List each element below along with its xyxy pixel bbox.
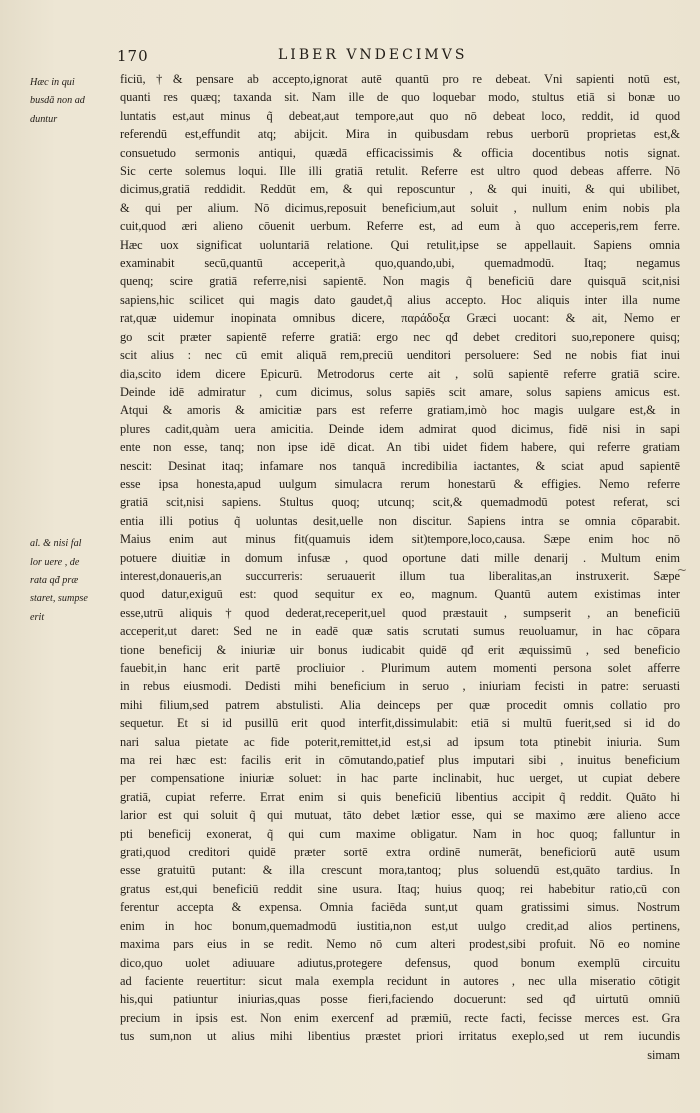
text-line: ficiū,†& pensare ab accepto,ignorat autē quantū pro re debeat. Vni sapienti notū est, — [120, 72, 680, 86]
text-line: acceperit,ut daret: Sed ne in eadē quæ satis scrutati sumus reuoluamur, in hac cōpara — [120, 624, 680, 639]
text-line: entia illi potius q̃ uoluntas desit,uelle non discitur. Sapiens intra se omnia cōparabit. — [120, 513, 680, 528]
text-line: referendū est,effundit atq; abijcit. Mira in quibusdam rebus uerborū proprietas est,& — [120, 127, 680, 142]
margin-note-1 — [30, 74, 122, 129]
text-line: sequetur. Et si id pusillū erit quod interfit,dissimulabit: etiā si multū fuerit,sed si id do — [120, 716, 680, 731]
text-line: pti beneficij exonerat, q̃ qui cum maxime obligatur. Nam in hoc quoq; falluntur in — [120, 826, 680, 841]
text-line: Sic certe solemus loqui. Ille illi gratiā retulit. Referre est ultro quod debeas afferre. Nō — [120, 164, 680, 179]
text-line: tus sum,non ut alius mihi libentius præstet priori irritatus exeplo,sed ut rem iucundis — [120, 1029, 680, 1044]
text-line: dico,quo uolet adiuuare adiutus,protegere defensus, quod bonum exemplū circuitu — [120, 955, 680, 970]
text-line: esse gratuitū putant: & illa crescunt mora,tantoq; plus soluendū est,quāto tardius. In — [120, 863, 680, 878]
text-line: precium in ipsis est. Non enim exercenf ad præmiū, recte facti, fecisse merces est. Gra — [120, 1010, 680, 1025]
text-line: gratiā, cupiat referre. Errat enim si quis beneficiū libentius accipit q̃ reddit. Quāto hi — [120, 789, 680, 804]
text-line: Maius enim aut minus fit(quamuis idem sit)tempore,loco,causa. Sæpe enim hoc nō — [120, 532, 680, 547]
text-line: plures cadit,quàm uera amicitia. Deinde idem admirat quod dicimus, fidē nisi in sapi — [120, 421, 680, 436]
margin-note-line: erit — [30, 611, 45, 623]
text-line: Atqui & amoris & amicitiæ pars est referre gratiam,imò hoc magis uulgare est,& in — [120, 403, 680, 418]
body-text — [120, 70, 680, 1064]
text-line: ferentur accepta & expensa. Omnia faciēda sunt,ut quam gratissimi simus. Nostrum — [120, 900, 680, 915]
text-line: grati,quod creditori quidē præter sortē extra ordinē numerāt, beneficiorū autē usum — [120, 845, 680, 860]
text-line: fauebit,in hanc erit partē procliuior . Plurimum autem momenti persona solet afferre — [120, 661, 680, 675]
text-line: cuit,quod æri alieno cōuenit uerbum. Referre est, ad eum à quo acceperis,rem ferre. — [120, 219, 680, 234]
text-line: quanti res quæq; taxanda sit. Nam ille de quo loquebar modo, stultus etiā si bonæ uo — [120, 90, 680, 105]
text-line: ma rei hæc est: facilis erit in cōmutando,patief plus imputari sibi , inuitus beneficium — [120, 753, 680, 768]
text-line: quenq; scire gratiā referre,nisi sapientē. Non magis q̃ beneficiū dare quisquā scit,nisi — [120, 274, 680, 289]
text-line: tione beneficij & iniuriæ uir bonus iudicabit quidē qđ erit æquissimū , sed beneficio — [120, 642, 680, 657]
margin-notes — [30, 74, 122, 627]
text-line: sapiens,hic scilicet qui magis dato gaudet,q̃ alius accepto. Hoc aliquis inter illa nume — [120, 292, 680, 307]
text-line: gratiā scit,nisi sapiens. Stultus quoq; utcunq; scit,& quemadmodū potest referat, sci — [120, 495, 680, 510]
text-line: nari salua pietate ac fide poterit,remittet,id est,si ad ipsum tota ptinebit iniuria. Sum — [120, 734, 680, 749]
margin-note-line: duntur — [30, 113, 58, 125]
margin-note-line: Hæc in qui — [30, 77, 75, 88]
text-line: consuetudo sermonis antiqui, quædā efficacissimis & officia docentibus notis signat. — [120, 145, 680, 160]
text-line: maxima pars eius in se redit. Nemo nō cum alteri prodest,sibi profuit. Nō eo nomine — [120, 937, 680, 952]
text-line: examinabit secū,quantū acceperit,à quo,quando,ubi, quemadmodū. Itaq; negamus — [120, 256, 680, 271]
margin-note-line: rata qđ præ — [30, 575, 79, 587]
text-line: esse ipsa honesta,apud uulgum simulacra rerum honestarū & effigies. Nemo referre — [120, 476, 680, 491]
text-line: interest,donaueris,an succurreris: seruauerit illum tua liberalitas,an instruxerit. Sæpe — [120, 568, 680, 583]
margin-note-line: al. & nisi fal — [30, 538, 82, 550]
text-line: simam — [647, 1047, 680, 1062]
margin-note-line: staret, sumpse — [30, 593, 88, 605]
text-line: mihi filium,sed patrem abstulisti. Alia deinceps per quæ procedit omnis collatio pro — [120, 697, 680, 712]
text-line: ad faciente reuertitur: sicut mala exempla recidunt in autores , nec ulla miseratio cōtigit — [120, 973, 680, 988]
text-line: enim in hoc bonum,quemadmodū iustitia,non est,ut uulgo credit,ad alios pertinens, — [120, 918, 680, 933]
text-line: larior est qui soluit q̃ qui mutuat, tāto debet lætior esse, qui se maximo ære alieno acce — [120, 808, 680, 823]
margin-note-line: busdā non ad — [30, 95, 85, 107]
text-line: luntatis est,aut minus q̃ debeat,aut tempore,aut quo nō debeat loco, reddit, id quod — [120, 108, 680, 123]
text-line: dia,scito idem dicere Epicurū. Metrodorus certe ait , solū sapientē referre gratiā scire. — [120, 366, 680, 381]
text-line: gratus est,qui beneficiū reddit sine usura. Itaq; huius quoq; rei habebitur ratio,cū con — [120, 881, 680, 896]
text-line: scit alius : nec cū emit aliquā rem,preciū uenditori persoluere: Sed ne nobis fiat inui — [120, 348, 680, 363]
text-line: & qui per alium. Nō dicimus,reposuit beneficium,aut soluit , nullum enim nobis pla — [120, 200, 680, 215]
text-line: dicimus,gratiā reddidit. Reddūt em, & qui reposcuntur , & qui inuiti, & qui ubilibet, — [120, 182, 680, 197]
text-line: in rebus eiusmodi. Dedisti mihi beneficium in seruo , iniuriam fecisti in patre: seruasti — [120, 679, 680, 694]
text-line: Hæc uox significat uoluntariā relatione. Qui retulit,ipse se appellauit. Sapiens omnia — [120, 237, 680, 252]
page-number: 170 — [117, 47, 149, 65]
margin-note-2 — [30, 535, 122, 627]
text-line: per compensatione iniuriæ soluet: in hac parte inclinabit, huc uerget, ut cupiat debere — [120, 771, 680, 786]
page-header — [0, 47, 700, 69]
text-line: his,qui patiuntur iniurias,quas posse fieri,faciendo docuerunt: sed qđ uirtutū omniū — [120, 992, 680, 1007]
text-line: go scit præter sapientē referre gratiā: ergo nec qđ debet creditori suo,reponere quisq; — [120, 329, 680, 344]
text-line: Deinde idē admiratur , cum dicimus, solus sapiēs scit amare, solus sapiens amicus est. — [120, 384, 680, 399]
text-line: esse,utrū aliquis†quod dederat,receperit,uel quod præstauit , sumpserit , an beneficiū — [120, 605, 680, 620]
margin-note-line: lor uere , de — [30, 556, 80, 568]
page-edge-mark: ~ — [677, 563, 688, 577]
text-line: ente non esse, tanq; non ipse idē dicat. An tibi uidet fidem habere, qui referre gratiam — [120, 440, 680, 455]
text-line: quod datur,exiguū est: quod sequitur ex eo, magnum. Quantū autem existimas inter — [120, 587, 680, 602]
running-head: LIBER VNDECIMVS — [278, 47, 468, 63]
text-line: nescit: Desinat itaq; infamare nos tanquā incredibilia iactantes, & sciat apud sapientē — [120, 458, 680, 473]
text-line: rat,quæ uidemur inopinata omnibus dicere, παράδοξα Græci uocant: & ait, Nemo er — [120, 311, 680, 326]
text-line: potuere diuitiæ in domum infusæ , quod oportune dati mille denarij . Multum enim — [120, 550, 680, 565]
